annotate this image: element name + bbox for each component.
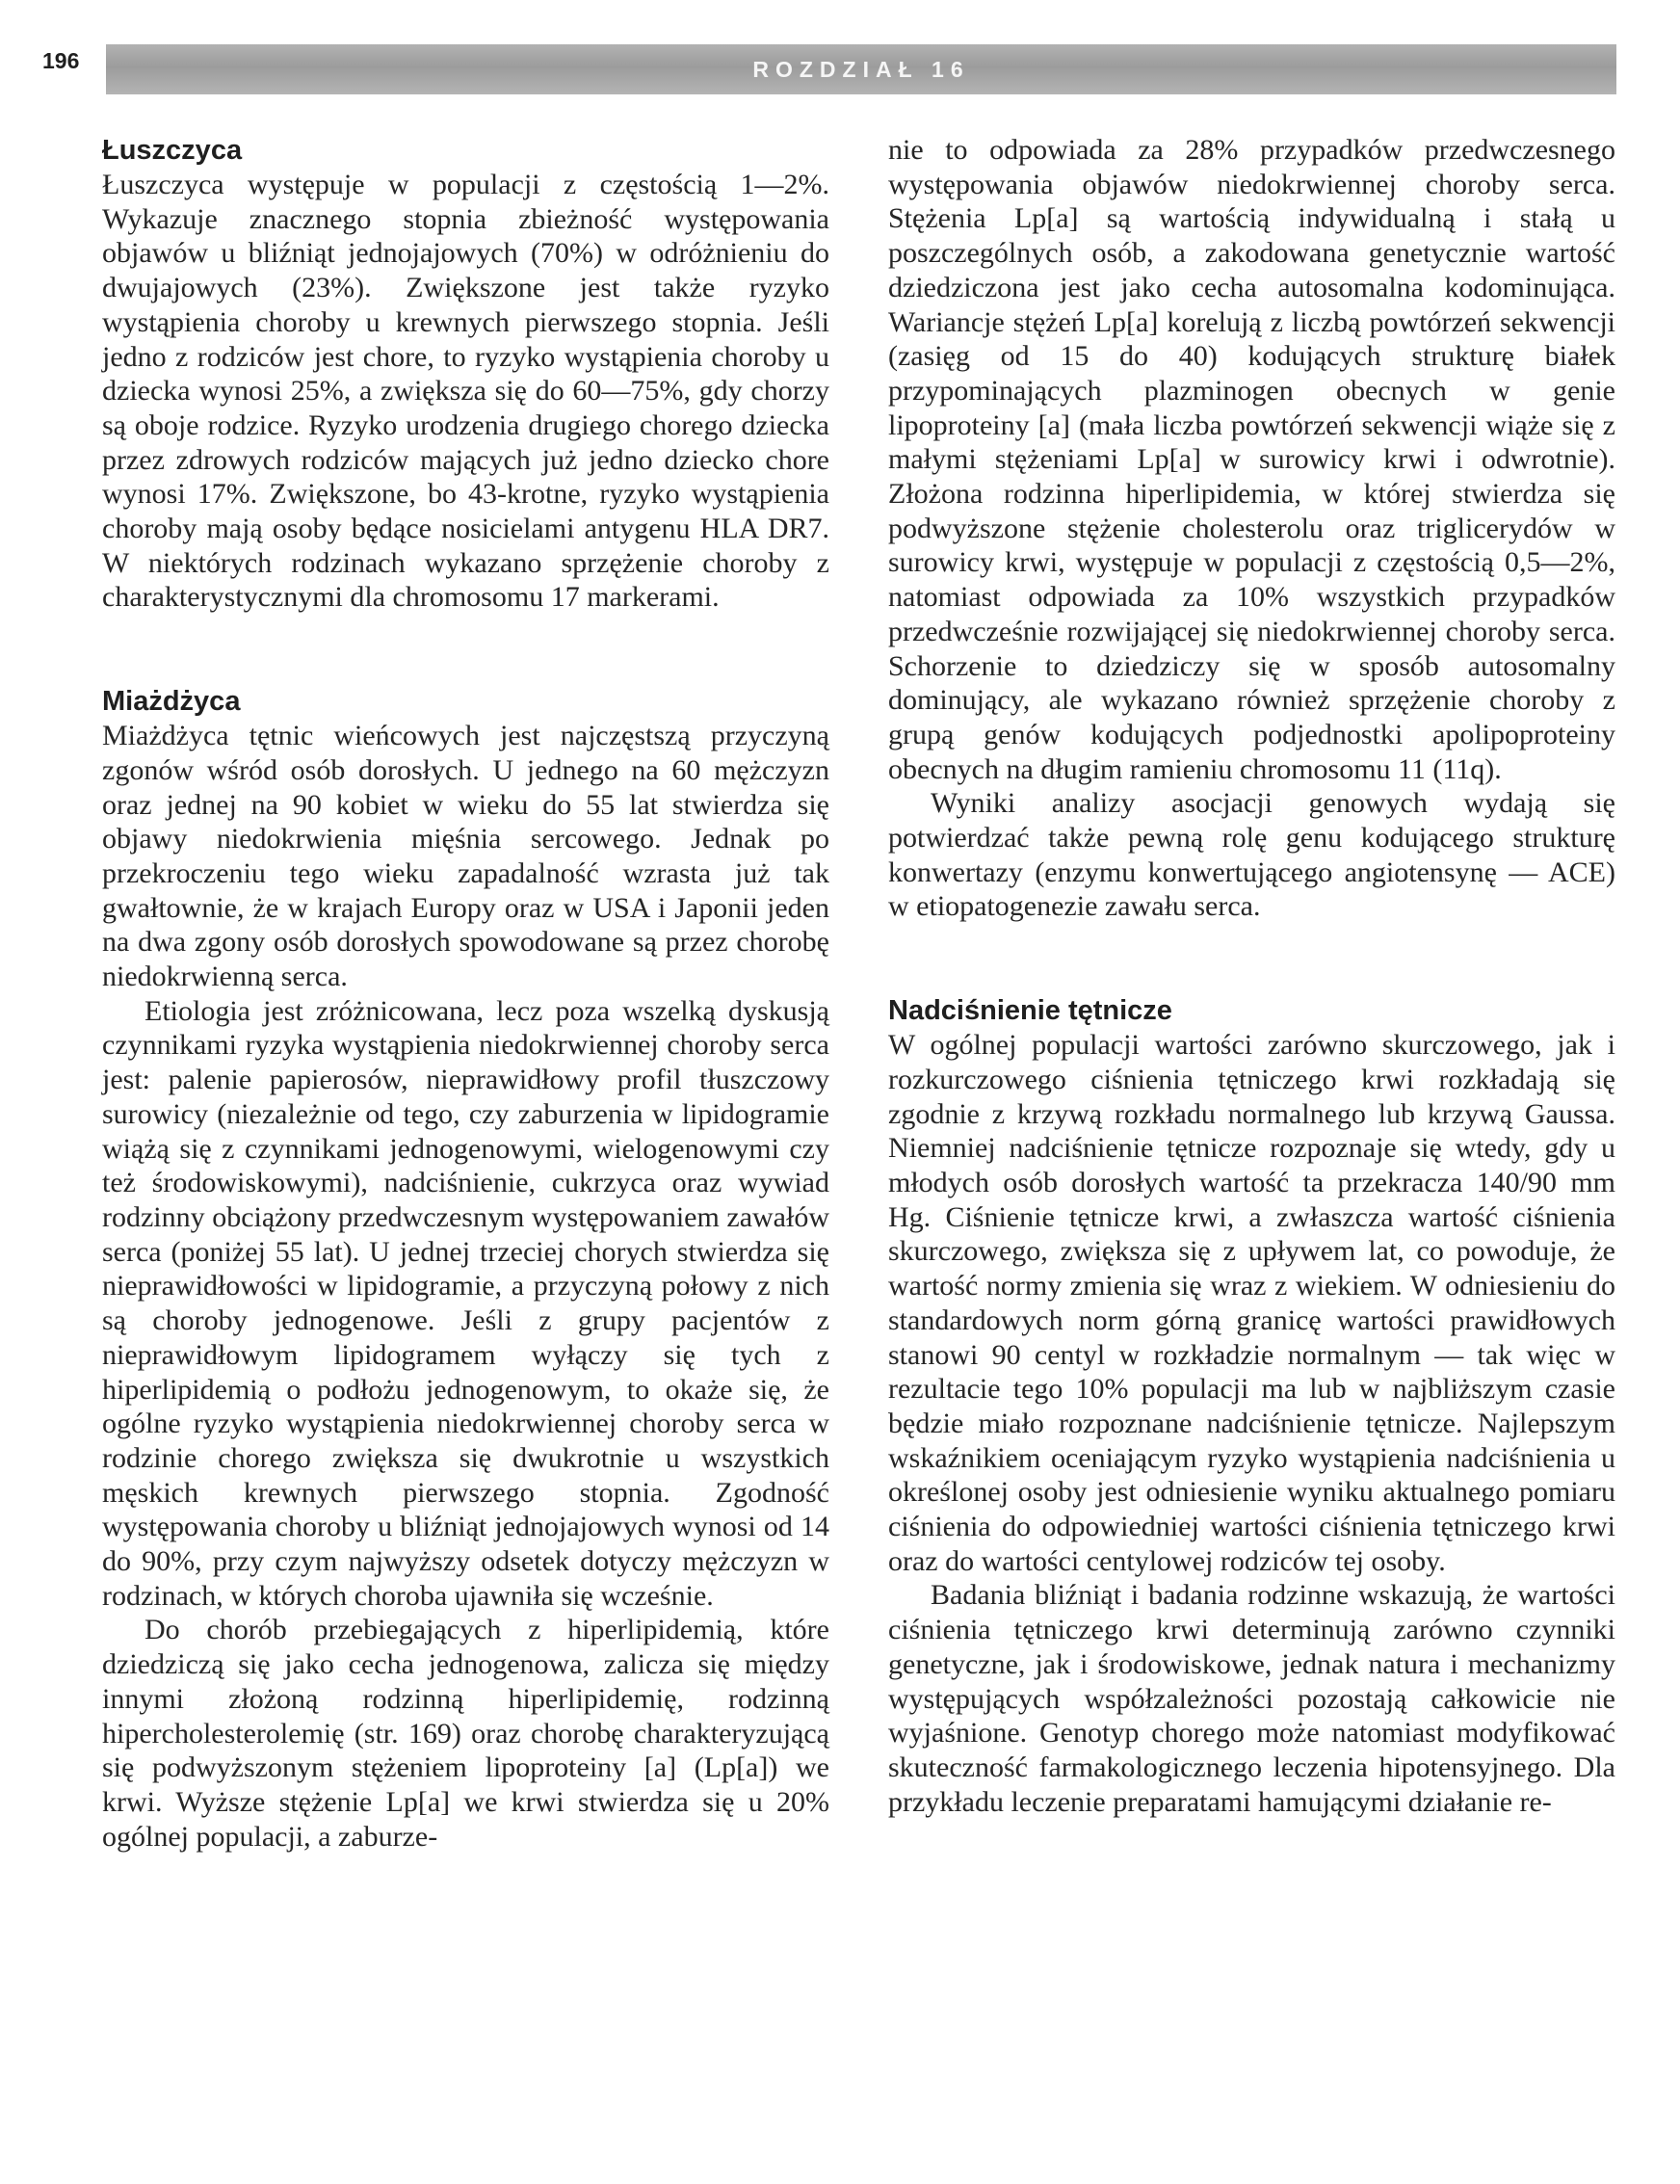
chapter-header-bar (106, 44, 1616, 94)
paragraph-luszczyca: Łuszczyca występuje w populacji z częstością 1—2%. Wykazuje znacznego stopnia zbieżność występowania objawów u bliźniąt jednojajowych (70%) w odróżnieniu do dwujajowych (23%). Zwiększone jest także ryzyko wystąpienia choroby u krewnych pierwszego stopnia. Jeśli jedno z rodziców jest chore, to ryzyko wystąpienia choroby u dziecka wynosi 25%, a zwiększa się do 60—75%, gdy chorzy są oboje rodzice. Ryzyko urodzenia drugiego chorego dziecka przez zdrowych rodziców mających już jedno dziecko chore wynosi 17%. Zwiększone, bo 43-krotne, ryzyko wystąpienia choroby mają osoby będące nosicielami antygenu HLA DR7. W niektórych rodzinach wykazano sprzężenie choroby z charakterystycznymi dla chromosomu 17 markerami. (102, 169, 829, 614)
section-heading-nadcisnienie: Nadciśnienie tętnicze (888, 995, 1172, 1027)
paragraph-ace: Wyniki analizy asocjacji genowych wydają się potwierdzać także pewną rolę genu kodującego strukturę konwertazy (enzymu konwertującego angiotensynę — ACE) w etiopatogenezie zawału serca. (888, 787, 1615, 923)
paragraph-miazdzyca-3: Do chorób przebiegających z hiperlipidemią, które dziedziczą się jako cecha jednogenowa, zalicza się między innymi złożoną rodzinną hiperlipidemię, rodzinną hipercholesterolemię (str. 169) oraz chorobę charakteryzującą się podwyższonym stężeniem lipoproteiny [a] (Lp[a]) we krwi. Wyższe stężenie Lp[a] we krwi stwierdza się u 20% ogólnej populacji, a zaburze- (102, 1614, 829, 1853)
paragraph-nadcisnienie-1: W ogólnej populacji wartości zarówno skurczowego, jak i rozkurczowego ciśnienia tętniczego krwi rozkładają się zgodnie z krzywą rozkładu normalnego lub krzywą Gaussa. Niemniej nadciśnienie tętnicze rozpoznaje się wtedy, gdy u młodych osób dorosłych wartość ta przekracza 140/90 mm Hg. Ciśnienie tętnicze krwi, a zwłaszcza wartość ciśnienia skurczowego, zwiększa się z upływem lat, co powoduje, że wartość normy zmienia się wraz z wiekiem. W odniesieniu do standardowych norm górną granicę wartości prawidłowych stanowi 90 centyl w rozkładzie normalnym — tak więc w rezultacie tego 10% populacji ma lub w najbliższym czasie będzie miało rozpoznane nadciśnienie tętnicze. Najlepszym wskaźnikiem oceniającym ryzyko wystąpienia nadciśnienia u określonej osoby jest odniesienie wyniku aktualnego pomiaru ciśnienia do odpowiedniej wartości ciśnienia tętniczego krwi oraz do wartości centylowej rodziców tej osoby. (888, 1029, 1615, 1577)
section-heading-miazdzyca: Miażdżyca (102, 686, 241, 718)
paragraph-lpa-continued: nie to odpowiada za 28% przypadków przedwczesnego występowania objawów niedokrwiennej choroby serca. Stężenia Lp[a] są wartością indywidualną i stałą u poszczególnych osób, a zakodowana genetycznie wartość dziedziczona jest jako cecha autosomalna kodominująca. Wariancje stężeń Lp[a] korelują z liczbą powtórzeń sekwencji (zasięg od 15 do 40) kodujących strukturę białek przypominających plazminogen obecnych w genie lipoproteiny [a] (mała liczba powtórzeń sekwencji wiąże się z małymi stężeniami Lp[a] w surowicy krwi i odwrotnie). Złożona rodzinna hiperlipidemia, w której stwierdza się podwyższone stężenie cholesterolu oraz triglicerydów w surowicy krwi, występuje w populacji z częstością 0,5—2%, natomiast odpowiada za 10% wszystkich przypadków przedwcześnie rozwijającej się niedokrwiennej choroby serca. Schorzenie to dziedziczy się w sposób autosomalny dominujący, ale wykazano również sprzężenie choroby z grupą genów kodujących podjednostki apolipoproteiny obecnych na długim ramieniu chromosomu 11 (11q). (888, 134, 1615, 785)
page-number: 196 (42, 48, 80, 73)
left-column (102, 133, 829, 1854)
paragraph-miazdzyca-1: Miażdżyca tętnic wieńcowych jest najczęstszą przyczyną zgonów wśród osób dorosłych. U jednego na 60 mężczyzn oraz jednej na 90 kobiet w wieku do 55 lat stwierdza się objawy niedokrwienia mięśnia sercowego. Jednak po przekroczeniu tego wieku zapadalność wzrasta już tak gwałtownie, że w krajach Europy oraz w USA i Japonii jeden na dwa zgony osób dorosłych spowodowane są przez chorobę niedokrwienną serca. (102, 720, 829, 993)
paragraph-nadcisnienie-2: Badania bliźniąt i badania rodzinne wskazują, że wartości ciśnienia tętniczego krwi determinują zarówno czynniki genetyczne, jak i środowiskowe, jednak natura i mechanizmy występujących współzależności pozostają całkowicie nie wyjaśnione. Genotyp chorego może natomiast modyfikować skuteczność farmakologicznego leczenia hipotensyjnego. Dla przykładu leczenie preparatami hamującymi działanie re- (888, 1579, 1615, 1818)
paragraph-miazdzyca-2: Etiologia jest zróżnicowana, lecz poza wszelką dyskusją czynnikami ryzyka wystąpienia niedokrwiennej choroby serca jest: palenie papierosów, nieprawidłowy profil tłuszczowy surowicy (niezależnie od tego, czy zaburzenia w lipidogramie wiążą się z czynnikami jednogenowymi, wielogenowymi czy też środowiskowymi), nadciśnienie, cukrzyca oraz wywiad rodzinny obciążony przedwczesnym występowaniem zawałów serca (poniżej 55 lat). U jednej trzeciej chorych stwierdza się nieprawidłowości w lipidogramie, a przyczyną połowy z nich są choroby jednogenowe. Jeśli z grupy pacjentów z nieprawidłowym lipidogramem wyłączy się tych z hiperlipidemią o podłożu jednogenowym, to okaże się, że ogólne ryzyko wystąpienia niedokrwiennej choroby serca w rodzinie chorego zwiększa się dwukrotnie u wszystkich męskich krewnych pierwszego stopnia. Zgodność występowania choroby u bliźniąt jednojajowych wynosi od 14 do 90%, przy czym najwyższy odsetek dotyczy mężczyzn w rodzinach, w których choroba ujawniła się wcześnie. (102, 994, 829, 1612)
right-column (888, 133, 1615, 1819)
section-heading-luszczyca: Łuszczyca (102, 135, 243, 166)
chapter-title: ROZDZIAŁ 16 (752, 56, 970, 82)
